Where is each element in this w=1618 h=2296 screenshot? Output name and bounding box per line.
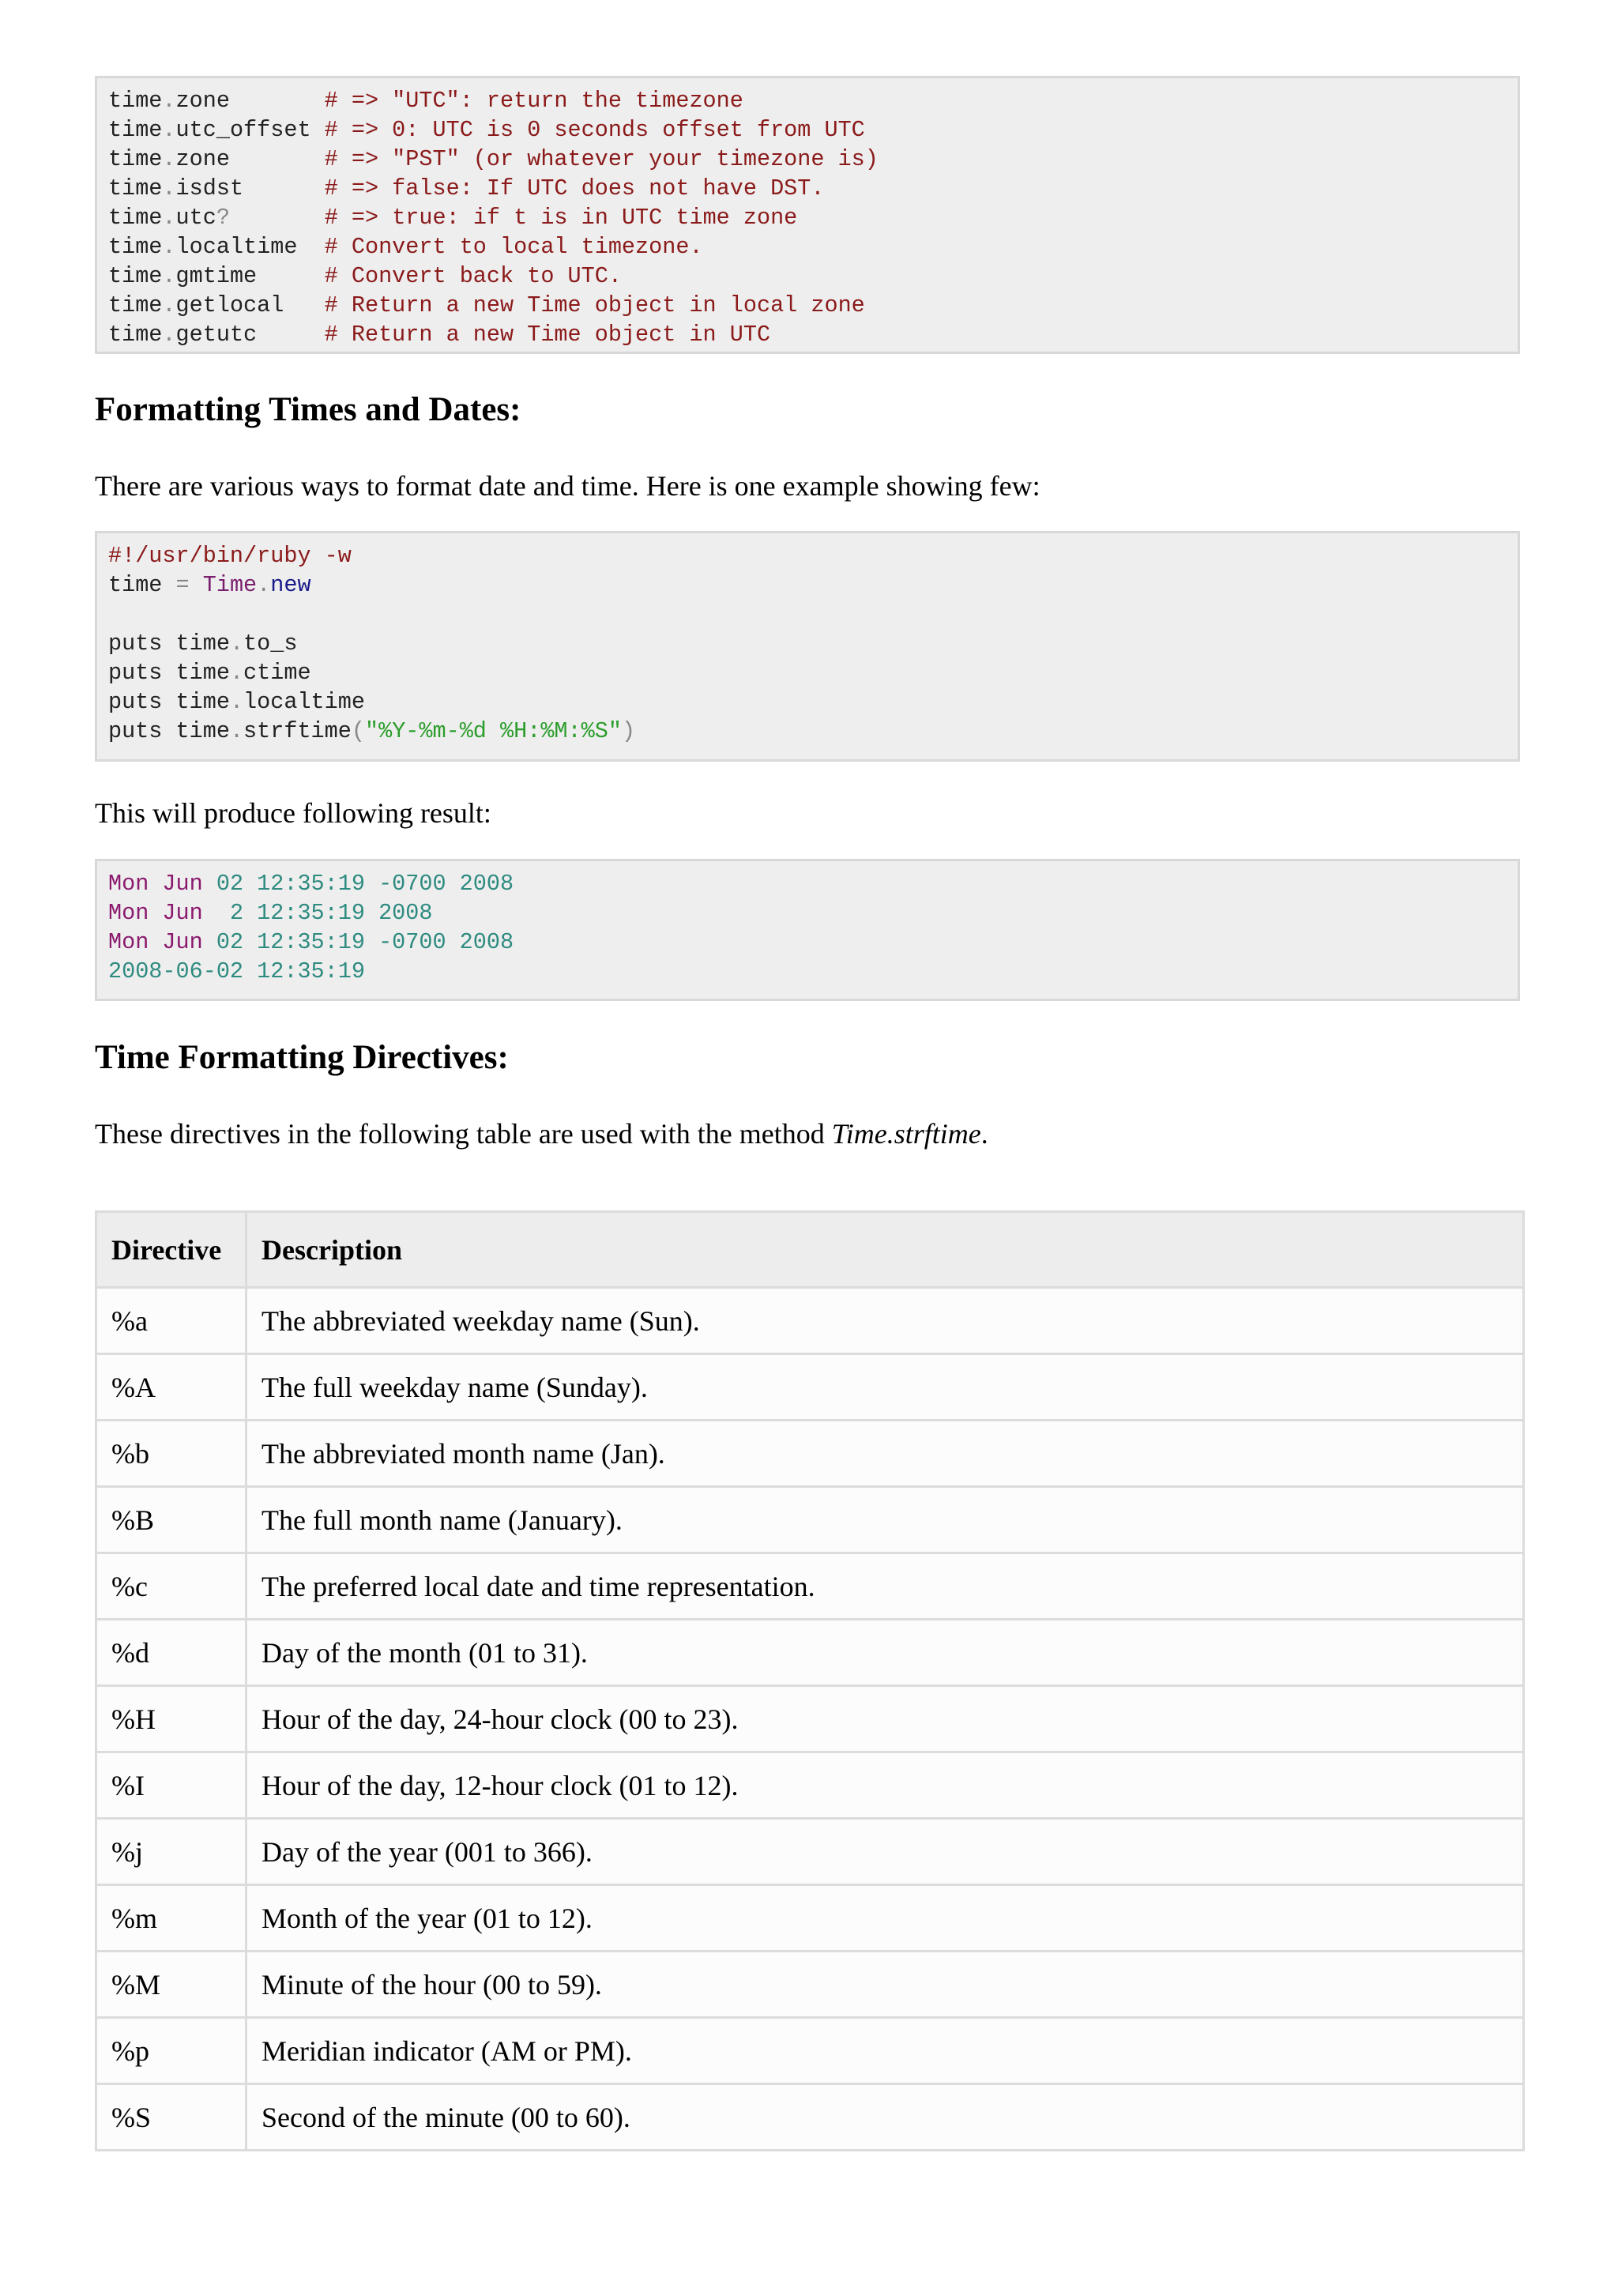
code-token: time <box>108 292 163 318</box>
code-token: 2 12:35:19 2008 <box>202 900 433 926</box>
code-token: time <box>108 572 176 598</box>
code-token: . <box>229 660 244 686</box>
code-line <box>108 174 1518 203</box>
column-header-directive: Directive <box>96 1212 246 1288</box>
code-token: # Convert to local timezone. <box>324 234 703 260</box>
directive-cell: %I <box>96 1752 246 1819</box>
directives-intro-before: These directives in the following table are used with the method <box>95 1118 832 1150</box>
code-token: "%Y-%m-%d %H:%M:%S" <box>364 718 622 744</box>
description-cell: The abbreviated weekday name (Sun). <box>246 1288 1524 1354</box>
code-token: . <box>162 205 176 231</box>
code-token: puts time <box>108 660 230 686</box>
code-line <box>108 320 1518 349</box>
code-token: . <box>162 322 176 348</box>
code-block-format-example <box>95 531 1520 762</box>
description-cell: Meridian indicator (AM or PM). <box>246 2018 1524 2084</box>
code-token: . <box>162 175 176 201</box>
code-token: Mon Jun <box>108 871 203 897</box>
table-row <box>96 1354 1524 1421</box>
directive-cell: %M <box>96 1952 246 2018</box>
directives-intro-after: . <box>980 1118 988 1150</box>
heading-time-formatting-directives: Time Formatting Directives: <box>95 1039 509 1076</box>
table-row <box>96 2084 1524 2151</box>
formatting-intro-text: There are various ways to format date and time. Here is one example showing few: <box>95 470 1040 502</box>
code-token: ) <box>621 718 636 744</box>
code-token: . <box>229 718 244 744</box>
table-row <box>96 1288 1524 1354</box>
code-token: . <box>162 292 176 318</box>
directive-cell: %b <box>96 1421 246 1487</box>
directive-cell: %d <box>96 1620 246 1686</box>
code-token: 02 12:35:19 -0700 2008 <box>202 871 514 897</box>
code-line <box>108 115 1518 145</box>
code-token: # Return a new Time object in UTC <box>324 322 771 348</box>
code-token: new <box>270 572 311 598</box>
code-token: localtime <box>175 234 325 260</box>
code-token: #!/usr/bin/ruby -w <box>108 543 352 569</box>
description-cell: The full weekday name (Sunday). <box>246 1354 1524 1421</box>
code-token: ? <box>216 205 230 231</box>
code-token: getutc <box>175 322 325 348</box>
code-line <box>108 262 1518 291</box>
code-token: = <box>175 572 190 598</box>
code-token <box>230 205 325 231</box>
code-block-time-zone-methods <box>95 76 1520 354</box>
code-token: utc <box>175 205 216 231</box>
description-cell: Day of the month (01 to 31). <box>246 1620 1524 1686</box>
code-token: . <box>162 146 176 172</box>
description-cell: Day of the year (001 to 366). <box>246 1819 1524 1885</box>
code-token: # => "PST" (or whatever your timezone is) <box>324 146 879 172</box>
heading-formatting-times: Formatting Times and Dates: <box>95 391 521 428</box>
code-token: strftime <box>243 718 352 744</box>
code-line <box>108 928 1518 957</box>
code-token: # => false: If UTC does not have DST. <box>324 175 825 201</box>
code-token: . <box>162 88 176 114</box>
result-intro-text: This will produce following result: <box>95 797 491 829</box>
table-row <box>96 1952 1524 2018</box>
code-token: time <box>108 146 163 172</box>
code-line <box>108 570 1518 600</box>
code-line <box>108 145 1518 174</box>
code-token: zone <box>175 146 325 172</box>
code-token: 2008-06-02 12:35:19 <box>108 958 365 984</box>
code-line <box>108 291 1518 320</box>
table-row <box>96 1885 1524 1952</box>
description-cell: The full month name (January). <box>246 1487 1524 1553</box>
table-row <box>96 1686 1524 1752</box>
code-token: ctime <box>243 660 311 686</box>
code-line <box>108 232 1518 262</box>
table-row <box>96 1421 1524 1487</box>
table-row <box>96 1620 1524 1686</box>
table-row <box>96 1487 1524 1553</box>
code-line <box>108 86 1518 115</box>
code-token: gmtime <box>175 263 325 289</box>
directives-table <box>95 1210 1525 2151</box>
code-line <box>108 629 1518 658</box>
code-token: . <box>229 630 244 657</box>
code-line <box>108 687 1518 717</box>
code-token: utc_offset <box>175 117 325 143</box>
code-token: . <box>162 117 176 143</box>
directive-cell: %m <box>96 1885 246 1952</box>
page-bottom-margin <box>95 2209 1525 2296</box>
code-token: to_s <box>243 630 298 657</box>
code-token: puts time <box>108 630 230 657</box>
code-token: # Return a new Time object in local zone <box>324 292 865 318</box>
code-token: zone <box>175 88 325 114</box>
table-row <box>96 1819 1524 1885</box>
code-token: . <box>257 572 271 598</box>
directive-cell: %A <box>96 1354 246 1421</box>
code-token: Mon Jun <box>108 900 203 926</box>
code-token: # => 0: UTC is 0 seconds offset from UTC <box>324 117 865 143</box>
directive-cell: %p <box>96 2018 246 2084</box>
table-header-row <box>96 1212 1524 1288</box>
code-token: # => "UTC": return the timezone <box>324 88 743 114</box>
code-token: time <box>108 263 163 289</box>
code-token: . <box>162 234 176 260</box>
code-token: time <box>108 175 163 201</box>
table-row <box>96 1752 1524 1819</box>
code-line <box>108 869 1518 898</box>
code-token: puts time <box>108 718 230 744</box>
code-token: time <box>108 117 163 143</box>
code-token: . <box>162 263 176 289</box>
code-token: # Convert back to UTC. <box>324 263 622 289</box>
code-token: time <box>108 205 163 231</box>
description-cell: The abbreviated month name (Jan). <box>246 1421 1524 1487</box>
code-token: time <box>108 234 163 260</box>
directive-cell: %c <box>96 1553 246 1620</box>
code-line <box>108 957 1518 986</box>
code-token: time <box>108 322 163 348</box>
description-cell: The preferred local date and time representation. <box>246 1553 1524 1620</box>
code-token: ( <box>351 718 365 744</box>
table-row <box>96 2018 1524 2084</box>
directive-cell: %a <box>96 1288 246 1354</box>
directives-intro-text <box>95 1117 988 1150</box>
table-row <box>96 1553 1524 1620</box>
code-token: # => true: if t is in UTC time zone <box>324 205 798 231</box>
code-token: . <box>229 689 244 715</box>
code-token: Time <box>202 572 258 598</box>
code-token: Mon Jun <box>108 929 203 955</box>
code-block-result-output <box>95 859 1520 1001</box>
code-line <box>108 203 1518 232</box>
column-header-description: Description <box>246 1212 1524 1288</box>
code-token: localtime <box>243 689 365 715</box>
description-cell: Hour of the day, 12-hour clock (01 to 12). <box>246 1752 1524 1819</box>
code-token: isdst <box>175 175 325 201</box>
description-cell: Minute of the hour (00 to 59). <box>246 1952 1524 2018</box>
method-name-strftime: Time.strftime <box>831 1118 981 1150</box>
directive-cell: %j <box>96 1819 246 1885</box>
description-cell: Second of the minute (00 to 60). <box>246 2084 1524 2151</box>
description-cell: Month of the year (01 to 12). <box>246 1885 1524 1952</box>
directive-cell: %S <box>96 2084 246 2151</box>
code-line <box>108 717 1518 746</box>
code-token: time <box>108 88 163 114</box>
code-line <box>108 898 1518 928</box>
directive-cell: %H <box>96 1686 246 1752</box>
code-token <box>190 572 203 598</box>
code-token: puts time <box>108 689 230 715</box>
code-line <box>108 658 1518 687</box>
code-token: 02 12:35:19 -0700 2008 <box>202 929 514 955</box>
directive-cell: %B <box>96 1487 246 1553</box>
code-token: getlocal <box>175 292 325 318</box>
description-cell: Hour of the day, 24-hour clock (00 to 23). <box>246 1686 1524 1752</box>
code-line <box>108 600 1518 629</box>
code-line <box>108 541 1518 570</box>
